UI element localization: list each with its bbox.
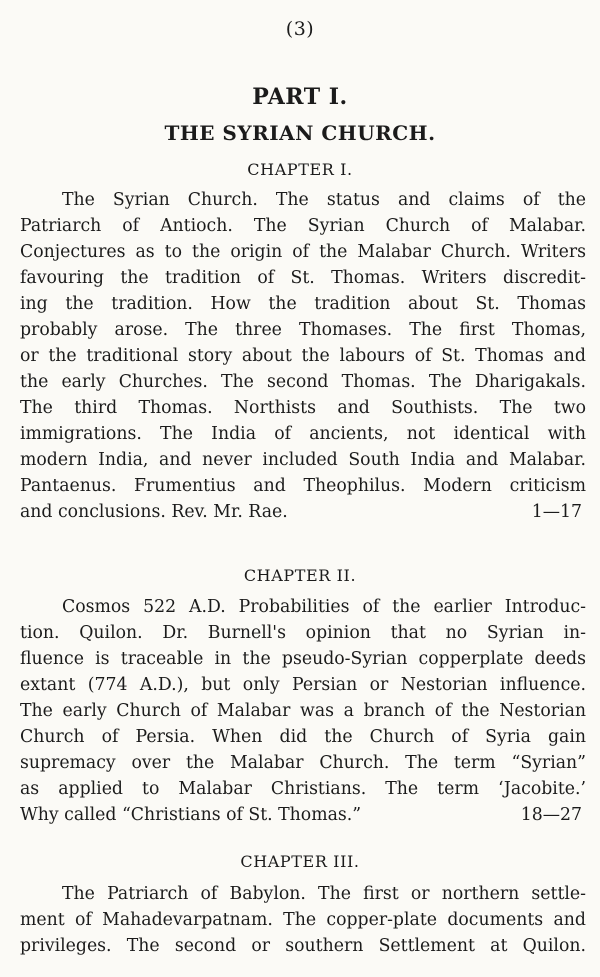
text-line: fluence is traceable in the pseudo-Syrian copperplate deeds <box>20 649 586 669</box>
text-line: Conjectures as to the origin of the Malabar Church. Writers <box>20 242 586 262</box>
text-line: The Syrian Church. The status and claims of the <box>62 190 586 210</box>
text-line: as applied to Malabar Christians. The term ‘Jacobite.’ <box>20 779 586 799</box>
text-line: The early Church of Malabar was a branch of the Nestorian <box>20 701 586 721</box>
chapter-1-summary <box>20 187 586 525</box>
text-line: The third Thomas. Northists and Southists. The two <box>20 398 586 418</box>
page-range: 1—17 <box>531 502 582 522</box>
text-line: or the traditional story about the labours of St. Thomas and <box>20 346 586 366</box>
text-line: ment of Mahadevarpatnam. The copper-plate documents and <box>20 910 586 930</box>
page-number: (3) <box>285 18 315 40</box>
text-line: Cosmos 522 A.D. Probabilities of the earlier Introduc- <box>62 597 586 617</box>
chapter-heading-3: CHAPTER III. <box>240 852 360 871</box>
text-line: immigrations. The India of ancients, not identical with <box>20 424 586 444</box>
chapter-2-summary <box>20 594 586 828</box>
text-line: the early Churches. The second Thomas. The Dharigakals. <box>20 372 586 392</box>
text-line: extant (774 A.D.), but only Persian or Nestorian influence. <box>20 675 586 695</box>
text-line: and conclusions. Rev. Mr. Rae. <box>20 502 288 522</box>
page-range: 18—27 <box>520 805 582 825</box>
text-line: favouring the tradition of St. Thomas. Writers discredit- <box>20 268 586 288</box>
chapter-heading-2: CHAPTER II. <box>243 566 357 585</box>
text-line-with-page-range <box>20 802 586 828</box>
text-line: ing the tradition. How the tradition about St. Thomas <box>20 294 586 314</box>
text-line: privileges. The second or southern Settlement at Quilon. <box>20 936 586 956</box>
text-line: Pantaenus. Frumentius and Theophilus. Modern criticism <box>20 476 586 496</box>
text-line: Patriarch of Antioch. The Syrian Church of Malabar. <box>20 216 586 236</box>
text-line: probably arose. The three Thomases. The first Thomas, <box>20 320 586 340</box>
text-line-with-page-range <box>20 499 586 525</box>
chapter-3-summary <box>20 881 586 959</box>
part-title: PART I. <box>252 84 348 110</box>
text-line: supremacy over the Malabar Church. The term “Syrian” <box>20 753 586 773</box>
section-title: THE SYRIAN CHURCH. <box>164 121 436 145</box>
text-line: Why called “Christians of St. Thomas.” <box>20 805 362 825</box>
text-line: modern India, and never included South India and Malabar. <box>20 450 586 470</box>
chapter-heading-1: CHAPTER I. <box>247 160 353 179</box>
text-line: The Patriarch of Babylon. The first or northern settle- <box>62 884 586 904</box>
text-line: tion. Quilon. Dr. Burnell's opinion that no Syrian in- <box>20 623 586 643</box>
text-line: Church of Persia. When did the Church of Syria gain <box>20 727 586 747</box>
